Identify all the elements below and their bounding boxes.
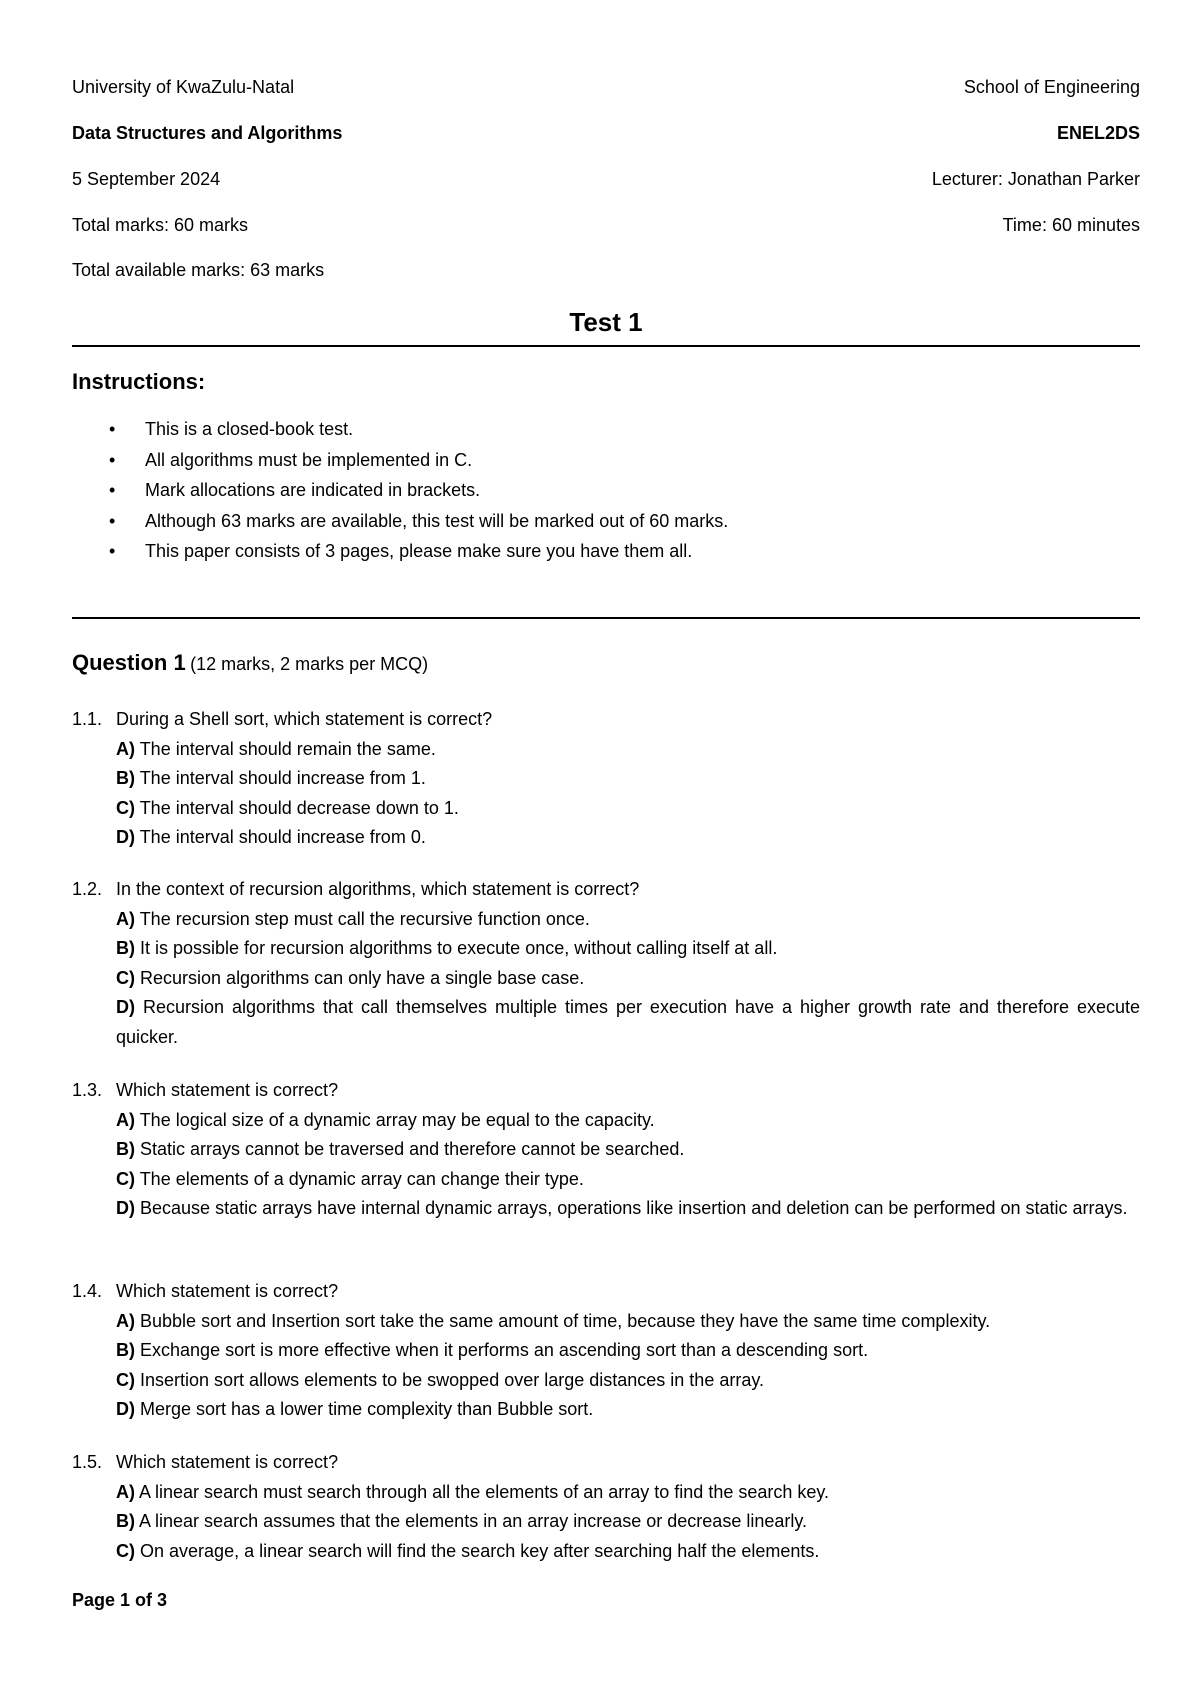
question-text: Which statement is correct? [116, 1452, 339, 1472]
question-stem [72, 705, 1140, 735]
instruction-item: • Although 63 marks are available, this test will be marked out of 60 marks. [72, 510, 728, 541]
answer-option [72, 1507, 1140, 1537]
question-label: Question 1 [72, 650, 186, 675]
page-title: Test 1 [569, 307, 643, 337]
question-text: Which statement is correct? [116, 1080, 339, 1100]
question-item-1-4 [72, 1277, 1140, 1425]
option-text: The recursion step must call the recursive function once. [139, 908, 590, 929]
exam-date: 5 September 2024 [72, 169, 221, 189]
option-letter: C) [116, 1540, 135, 1561]
total-marks: Total marks: 60 marks [72, 215, 249, 235]
option-letter: B) [116, 1139, 135, 1159]
option-letter: D) [116, 827, 135, 847]
option-text: Static arrays cannot be traversed and therefore cannot be searched. [140, 1139, 685, 1159]
title-divider [72, 345, 1140, 347]
option-text: A linear search assumes that the elements in an array increase or decrease linearly. [139, 1511, 808, 1531]
question-number: 1.1. [72, 709, 103, 729]
option-text: The interval should remain the same. [139, 738, 436, 759]
option-letter: A) [116, 908, 135, 929]
question-stem [72, 1277, 1140, 1307]
answer-option [72, 964, 1140, 994]
option-text: The interval should increase from 0. [139, 827, 426, 847]
page-number: Page 1 of 3 [72, 1590, 168, 1610]
answer-option [72, 823, 1140, 853]
university-name: University of KwaZulu-Natal [72, 77, 295, 97]
question-text: In the context of recursion algorithms, which statement is correct? [116, 879, 640, 899]
instruction-item: • All algorithms must be implemented in C. [72, 449, 728, 480]
instructions-heading: Instructions: [72, 369, 206, 394]
answer-option [72, 1395, 1140, 1425]
option-text: The interval should decrease down to 1. [139, 797, 459, 818]
option-letter: B) [116, 938, 135, 958]
option-letter: D) [116, 1399, 135, 1419]
question-marks: (12 marks, 2 marks per MCQ) [190, 654, 429, 674]
time-limit: Time: 60 minutes [1002, 215, 1140, 235]
answer-option [72, 794, 1140, 824]
question-text: Which statement is correct? [116, 1281, 339, 1301]
question-item-1-2 [72, 875, 1140, 1052]
option-text: Insertion sort allows elements to be swopped over large distances in the array. [140, 1369, 765, 1390]
option-text: Recursion algorithms can only have a single base case. [140, 967, 585, 988]
question-number: 1.3. [72, 1080, 103, 1100]
answer-option [72, 1135, 1140, 1165]
answer-option [72, 993, 1140, 1052]
answer-option [72, 764, 1140, 794]
option-text: Exchange sort is more effective when it performs an ascending sort than a descending sort. [140, 1340, 869, 1360]
question-stem [72, 1076, 1140, 1106]
option-text: The logical size of a dynamic array may be equal to the capacity. [139, 1109, 655, 1130]
option-text: The elements of a dynamic array can change their type. [139, 1168, 584, 1189]
option-text: A linear search must search through all the elements of an array to find the search key. [139, 1481, 830, 1502]
option-text: Merge sort has a lower time complexity than Bubble sort. [140, 1399, 594, 1419]
option-text: On average, a linear search will find the search key after searching half the elements. [140, 1540, 820, 1561]
lecturer-name: Lecturer: Jonathan Parker [931, 169, 1140, 189]
answer-option [72, 1478, 1140, 1508]
question-1-heading [72, 648, 428, 681]
option-letter: C) [116, 797, 135, 818]
question-item-1-3 [72, 1076, 1140, 1224]
question-text: During a Shell sort, which statement is correct? [116, 709, 493, 729]
option-letter: A) [116, 1109, 135, 1130]
option-letter: B) [116, 1511, 135, 1531]
instruction-item: • This is a closed-book test. [72, 418, 728, 449]
question-item-1-5 [72, 1448, 1140, 1566]
option-letter: D) [116, 1198, 135, 1218]
question-stem [72, 1448, 1140, 1478]
option-text: The interval should increase from 1. [139, 768, 426, 788]
option-text: Bubble sort and Insertion sort take the same amount of time, because they have the same time complexity. [140, 1310, 991, 1331]
question-stem [72, 875, 1140, 905]
option-letter: A) [116, 1481, 135, 1502]
option-letter: A) [116, 1310, 135, 1331]
answer-option [72, 1366, 1140, 1396]
school-name: School of Engineering [963, 77, 1140, 97]
answer-option [72, 1165, 1140, 1195]
instruction-item: • This paper consists of 3 pages, please make sure you have them all. [72, 540, 728, 571]
available-marks: Total available marks: 63 marks [72, 260, 325, 280]
question-number: 1.4. [72, 1281, 103, 1301]
option-text: Because static arrays have internal dynamic arrays, operations like insertion and deletion can be performed on static arrays. [140, 1198, 1128, 1218]
answer-option [72, 1307, 1140, 1337]
option-letter: B) [116, 1340, 135, 1360]
instructions-divider [72, 617, 1140, 619]
option-letter: D) [116, 997, 135, 1017]
course-code: ENEL2DS [1056, 123, 1140, 143]
answer-option [72, 1537, 1140, 1567]
option-text: It is possible for recursion algorithms to execute once, without calling itself at all. [140, 938, 778, 958]
answer-option [72, 1336, 1140, 1366]
question-item-1-1 [72, 705, 1140, 853]
question-number: 1.5. [72, 1452, 103, 1472]
answer-option [72, 934, 1140, 964]
option-letter: C) [116, 967, 135, 988]
course-name: Data Structures and Algorithms [72, 123, 343, 143]
option-text: Recursion algorithms that call themselves multiple times per execution have a higher growth rate and therefore execute quicker. [116, 997, 1140, 1047]
instructions-list [72, 418, 728, 571]
option-letter: C) [116, 1369, 135, 1390]
option-letter: B) [116, 768, 135, 788]
instruction-item: • Mark allocations are indicated in brackets. [72, 479, 728, 510]
option-letter: A) [116, 738, 135, 759]
question-number: 1.2. [72, 879, 103, 899]
answer-option [72, 1194, 1140, 1224]
answer-option [72, 1106, 1140, 1136]
option-letter: C) [116, 1168, 135, 1189]
exam-page [72, 0, 1140, 1696]
answer-option [72, 735, 1140, 765]
answer-option [72, 905, 1140, 935]
